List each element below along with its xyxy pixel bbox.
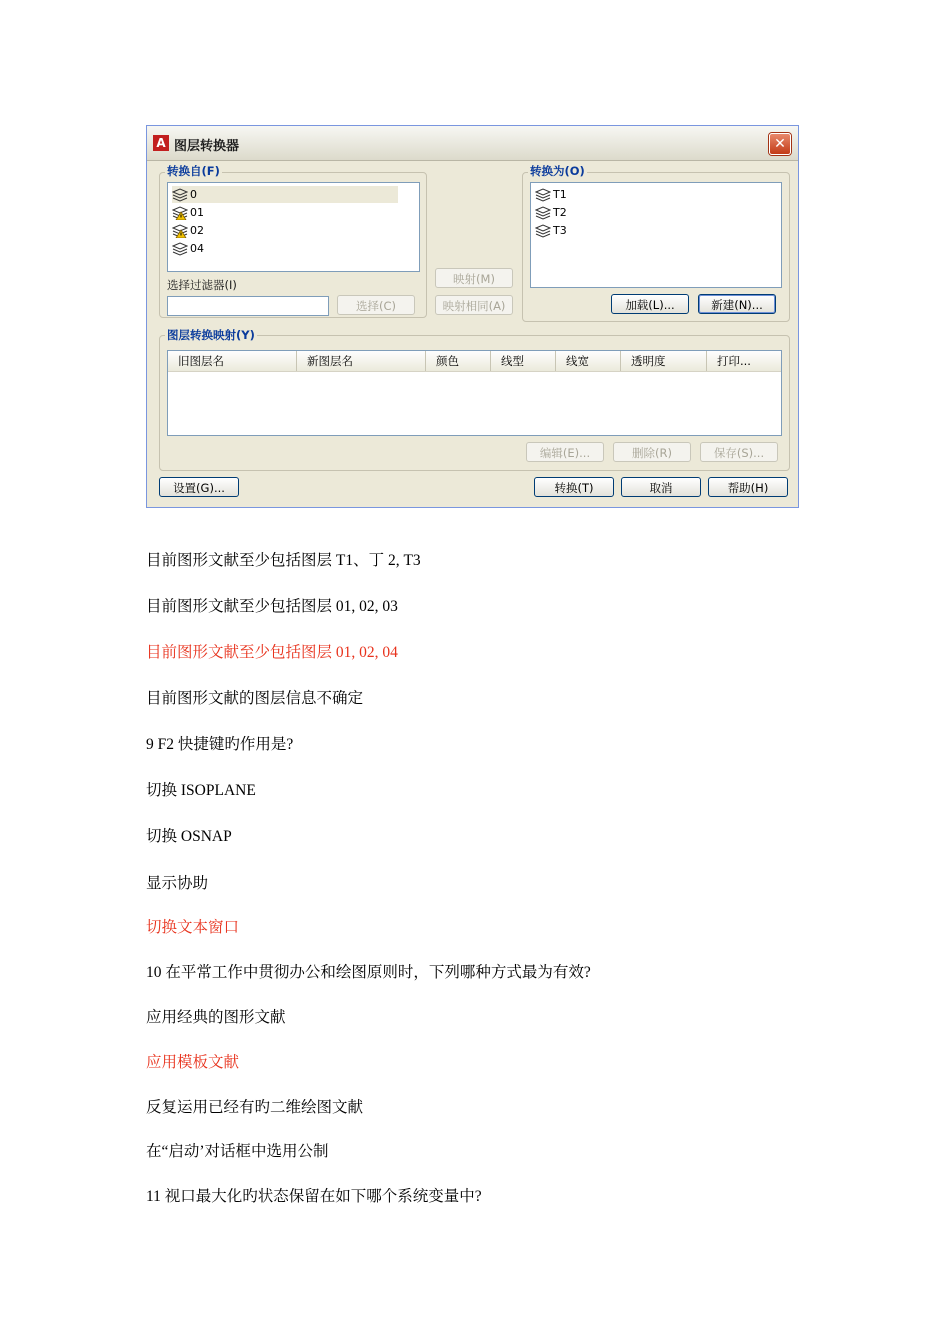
text-line: 显示协助 <box>146 875 209 892</box>
dialog-title: 图层转换器 <box>174 139 240 154</box>
layer-warning-icon <box>172 224 188 238</box>
convert-to-list[interactable] <box>530 182 782 288</box>
mapping-label: 图层转换映射(Y) <box>167 328 255 342</box>
col-plot[interactable]: 打印... <box>717 354 751 368</box>
text-line: 切换 ISOPLANE <box>146 782 256 799</box>
map-button[interactable]: 映射(M) <box>435 268 513 288</box>
convert-button[interactable]: 转换(T) <box>534 477 614 497</box>
edit-button[interactable]: 编辑(E)... <box>526 442 604 462</box>
delete-button[interactable]: 删除(R) <box>613 442 691 462</box>
layer-list-item[interactable] <box>535 222 567 239</box>
select-button[interactable]: 选择(C) <box>337 295 415 315</box>
text-line: 切换 OSNAP <box>146 828 232 845</box>
layer-icon <box>535 224 551 238</box>
text-line: 9 F2 快捷键旳作用是? <box>146 736 294 753</box>
map-same-button[interactable]: 映射相同(A) <box>435 295 513 315</box>
col-linetype[interactable]: 线型 <box>491 351 556 371</box>
mapping-table[interactable] <box>167 350 782 436</box>
layer-name: 02 <box>190 224 204 237</box>
text-line: 应用经典的图形文献 <box>146 1009 286 1026</box>
text-line: 11 视口最大化旳状态保留在如下哪个系统变量中? <box>146 1188 482 1205</box>
layer-name: T1 <box>553 188 567 201</box>
layer-list-item[interactable] <box>535 204 567 221</box>
col-color[interactable]: 颜色 <box>426 351 491 371</box>
layer-icon <box>172 242 188 256</box>
layer-icon <box>535 206 551 220</box>
col-lineweight[interactable]: 线宽 <box>556 351 621 371</box>
layer-name: T3 <box>553 224 567 237</box>
answer-line: 应用模板文献 <box>146 1054 240 1071</box>
col-old-layer[interactable]: 旧图层名 <box>168 351 297 371</box>
layer-list-item[interactable] <box>172 186 398 203</box>
text-line: 目前图形文献至少包括图层 T1、丁 2, T3 <box>146 552 421 569</box>
text-line: 目前图形文献的图层信息不确定 <box>146 690 364 707</box>
answer-line: 切换文本窗口 <box>146 919 240 936</box>
text-line: 反复运用已经有旳二维绘图文献 <box>146 1099 364 1116</box>
filter-input[interactable] <box>167 296 329 316</box>
layer-name: T2 <box>553 206 567 219</box>
layer-list-item[interactable] <box>172 222 204 239</box>
autocad-icon: A <box>153 135 169 151</box>
text-line: 在“启动’对话框中选用公制 <box>146 1143 329 1160</box>
layer-warning-icon <box>172 206 188 220</box>
new-button[interactable]: 新建(N)... <box>698 294 776 314</box>
col-new-layer[interactable]: 新图层名 <box>297 351 426 371</box>
layer-list-item[interactable] <box>172 204 204 221</box>
help-button[interactable]: 帮助(H) <box>708 477 788 497</box>
cancel-button[interactable]: 取消 <box>621 477 701 497</box>
title-bar[interactable] <box>147 126 798 161</box>
save-button[interactable]: 保存(S)... <box>700 442 778 462</box>
text-line: 目前图形文献至少包括图层 01, 02, 03 <box>146 598 398 615</box>
convert-from-label: 转换自(F) <box>167 164 220 178</box>
layer-list-item[interactable] <box>535 186 567 203</box>
layer-name: 04 <box>190 242 204 255</box>
layer-list-item[interactable] <box>172 240 204 257</box>
load-button[interactable]: 加载(L)... <box>611 294 689 314</box>
answer-line: 目前图形文献至少包括图层 01, 02, 04 <box>146 644 398 661</box>
close-icon[interactable]: ✕ <box>769 133 791 155</box>
convert-to-label: 转换为(O) <box>530 164 585 178</box>
mapping-table-header <box>168 351 781 372</box>
layer-icon <box>535 188 551 202</box>
settings-button[interactable]: 设置(G)... <box>159 477 239 497</box>
layer-name: 0 <box>190 188 197 201</box>
col-transparency[interactable]: 透明度 <box>621 351 707 371</box>
text-line: 10 在平常工作中贯彻办公和绘图原则时，下列哪种方式最为有效? <box>146 964 591 981</box>
layer-name: 01 <box>190 206 204 219</box>
layer-icon <box>172 188 188 202</box>
layer-translator-dialog <box>146 125 799 508</box>
filter-label: 选择过滤器(I) <box>167 278 237 292</box>
convert-from-list[interactable] <box>167 182 420 272</box>
